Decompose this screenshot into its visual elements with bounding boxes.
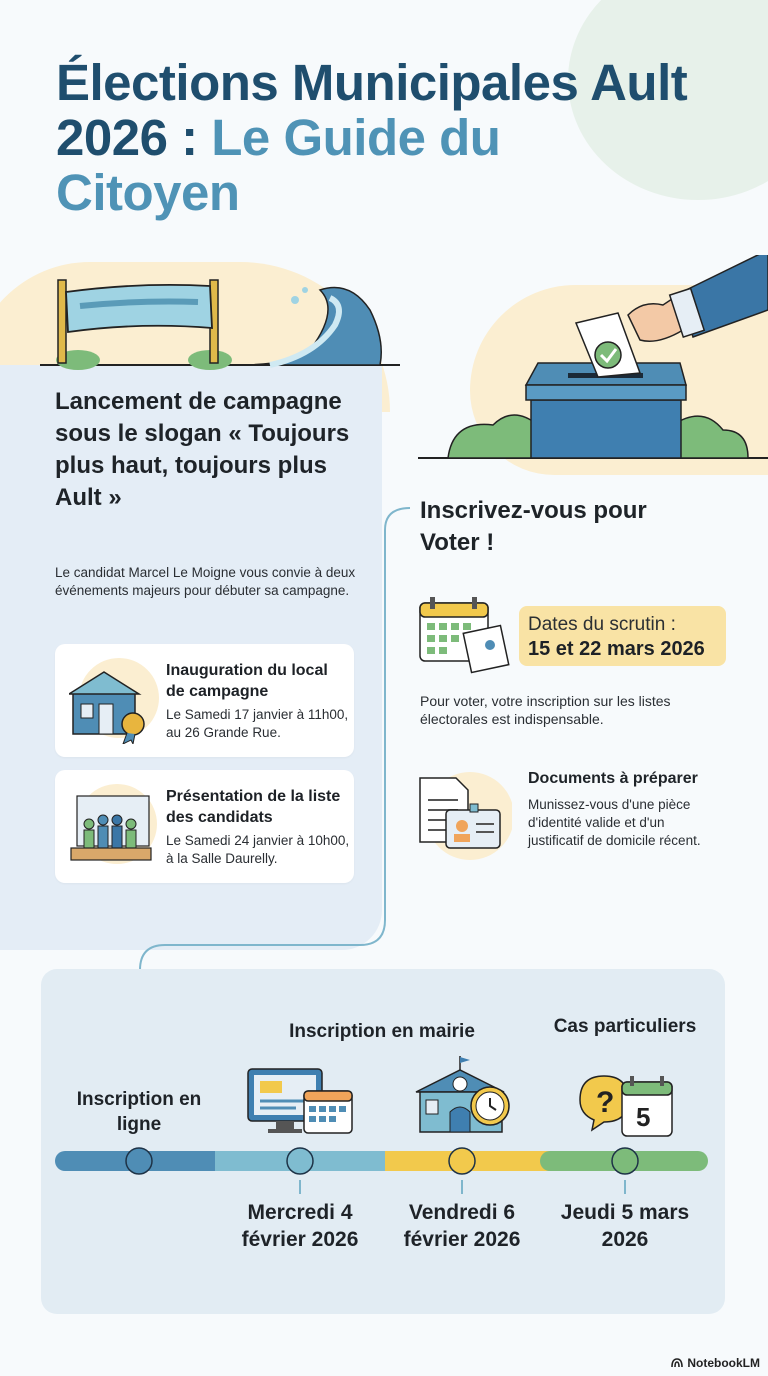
building-ribbon-icon (69, 658, 159, 744)
event-desc: Le Samedi 24 janvier à 10h00, à la Salle Daurelly. (166, 833, 350, 866)
campaign-intro: Le candidat Marcel Le Moigne vous convie à deux événements majeurs pour débuter sa campagne. (55, 565, 356, 598)
timeline-node-feb6 (449, 1148, 475, 1174)
footer-brand-label: NotebookLM (687, 1356, 760, 1370)
event-desc: Le Samedi 17 janvier à 11h00, au 26 Grande Rue. (166, 707, 349, 740)
campaign-heading: Lancement de campagne sous le slogan « Toujours plus haut, toujours plus Ault » (55, 388, 350, 511)
timeline-date-mar5: Jeudi 5 mars 2026 (560, 1201, 690, 1251)
timeline-date-feb6: Vendredi 6 février 2026 (403, 1201, 521, 1251)
event-card-presentation (55, 770, 354, 883)
timeline-label-online: Inscription en ligne (76, 1089, 202, 1135)
documents-icon (412, 768, 512, 863)
timeline-node-mar5 (612, 1148, 638, 1174)
timeline-ticks (0, 1176, 768, 1196)
timeline-label-special: Cas particuliers (553, 1016, 697, 1037)
election-dates-box (519, 606, 726, 666)
dates-value: 15 et 22 mars 2026 (528, 638, 705, 660)
timeline-node-feb4 (287, 1148, 313, 1174)
candidates-group-icon (69, 784, 159, 870)
register-info: Pour voter, votre inscription sur les listes électorales est indispensable. (420, 693, 671, 727)
timeline-date-feb4: Mercredi 4 février 2026 (241, 1201, 359, 1251)
town-hall-clock-icon (412, 1054, 512, 1136)
notebooklm-logo-icon (671, 1358, 683, 1368)
timeline-bar (55, 1145, 710, 1177)
calendar-id-card-icon (412, 595, 512, 675)
docs-title: Documents à préparer (528, 770, 698, 787)
event-title: Inauguration du local de campagne (166, 662, 328, 700)
docs-desc: Munissez-vous d'une pièce d'identité valide et d'un justificatif de domicile récent. (528, 797, 701, 848)
computer-calendar-icon (246, 1065, 356, 1140)
event-title: Présentation de la liste des candidats (166, 788, 341, 826)
title-part-dark: Élections Municipales Ault 2026 : (56, 54, 688, 166)
calendar-number: 5 (636, 1102, 651, 1132)
question-calendar-icon (576, 1072, 676, 1140)
timeline-label-mairie: Inscription en mairie (289, 1021, 475, 1042)
event-card-inauguration (55, 644, 354, 757)
footer-brand (671, 1356, 760, 1370)
register-heading: Inscrivez-vous pour Voter ! (420, 497, 647, 556)
dates-label: Dates du scrutin : (528, 614, 676, 635)
svg-text:?: ? (596, 1086, 615, 1119)
timeline-node-online (126, 1148, 152, 1174)
title-part-light: Le Guide du Citoyen (56, 109, 501, 221)
